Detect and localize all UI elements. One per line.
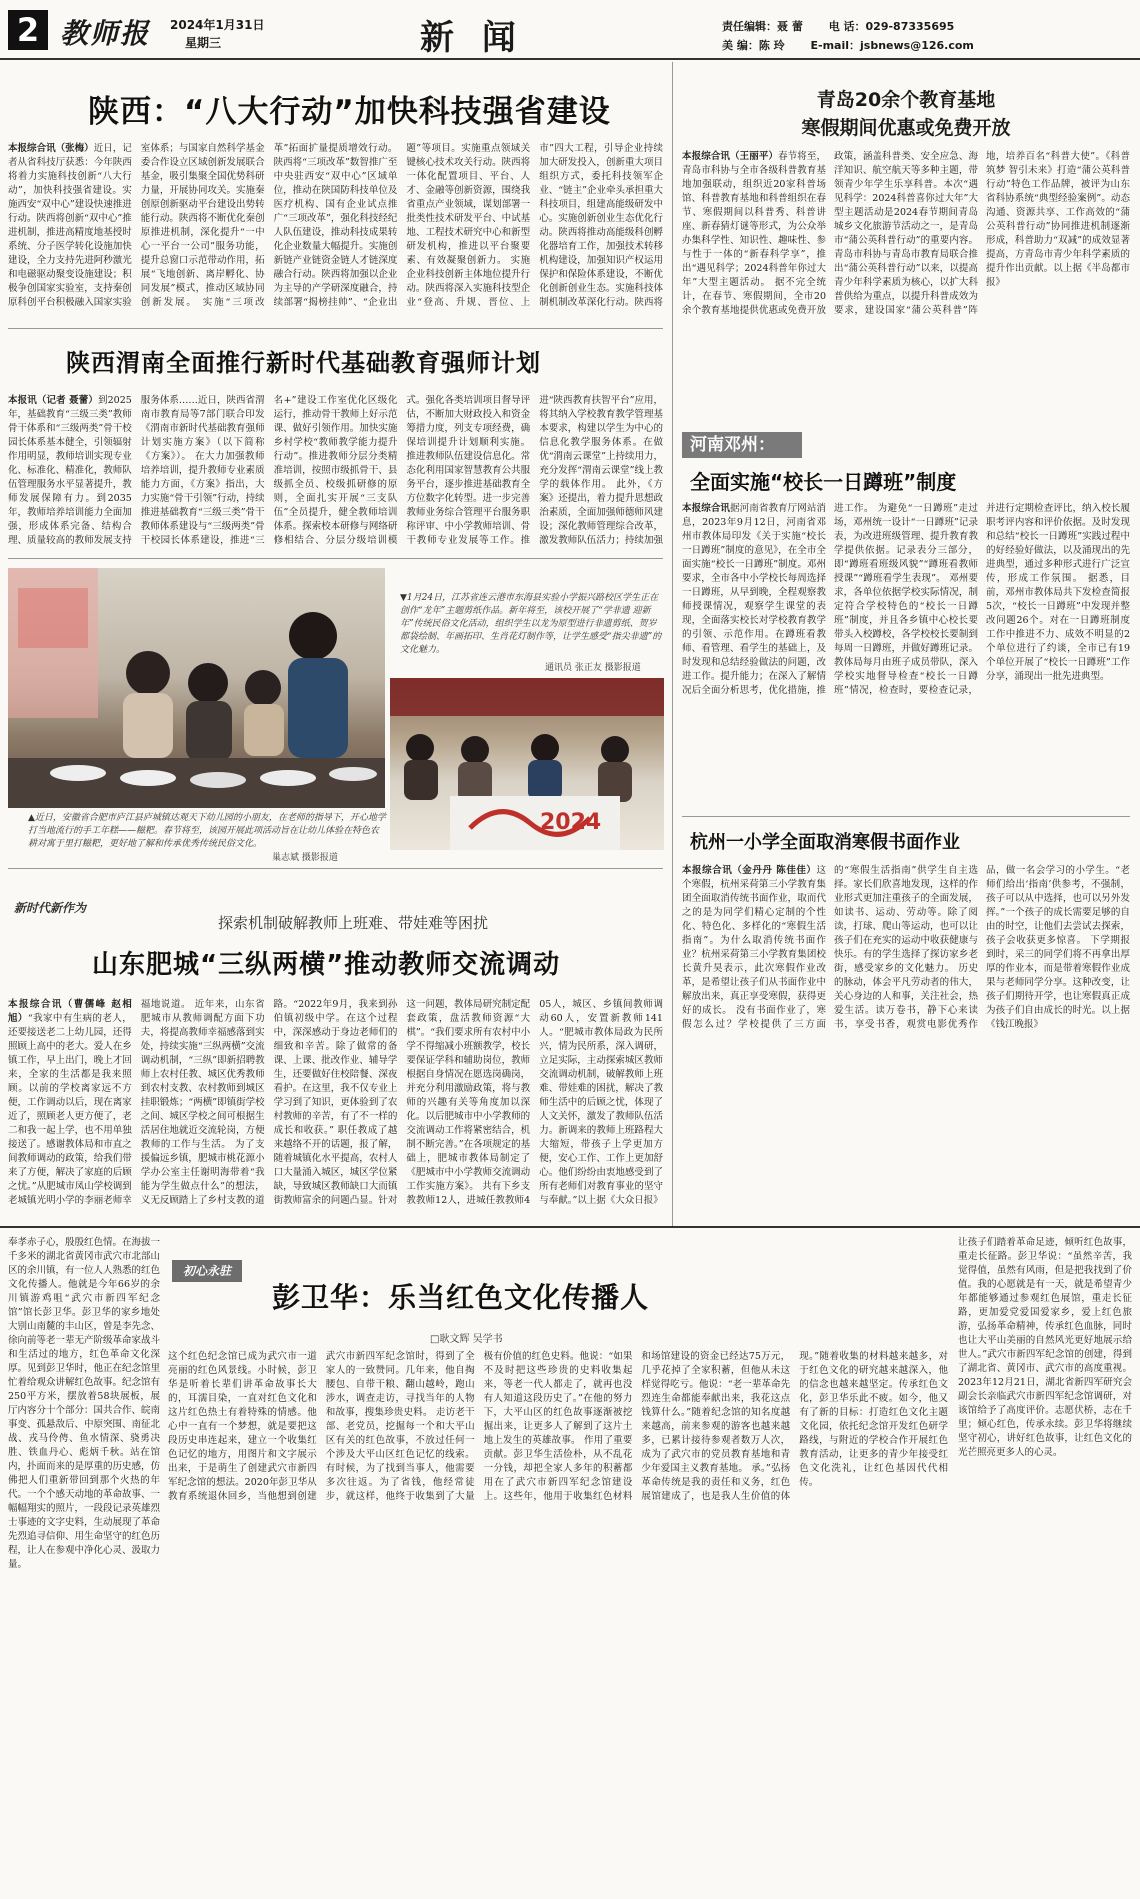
sidebar2-kicker: 河南邓州： <box>690 435 775 455</box>
sidebar1-para: 青岛市科协与青岛市教育局联合推出“蒲公英科普行动”以来，以提高青少年科学素质为核心，以扩大科普供给为重点，以提升科普成效为要求，建设国家“蒲公英科普”阵地，培养百名“科普大使”。《科普筑梦 智引未来》打造“蒲公英科普行动”特色工作品牌，被评为山东省科协系统“典型经验案例”。动态沟通、资源共享、工作高效的“蒲公英科普行动”协同推进机制逐渐形成，科普助力“双减”的成效显著提高，方青岛市青少年科学素质的提升作出贡献。以上据《半岛都市报》 <box>834 151 1130 316</box>
sidebar3-para: 没有书面作业了，寒假怎么过？学校提供了三方面的“寒假生活指南”供学生自主选择。家长们欣喜地发现，这样的作业形式更加注重孩子的全面发展，如读书、运动、劳动等。除了阅读，打球、爬山等运动，也可以让孩子们在充实的运动中收获健康与快乐。有的学生选择了探访家乡老街，感受家乡的文化魅力。 <box>682 865 978 1030</box>
sidebar2-para: 据河南省教育厅网站消息，2023年9月12日，河南省邓州市教体局印发《关于实施“校长一日蹲班”制度的意见》，在全市全面实施“校长一日蹲班”制度。邓州要求，全市各中小学校长每周选择一日蹲班，从早到晚，全程观察教师授课情况，观察学生课堂的表现，全面落实校长对学校教育教学的引领、示范作用。在蹲班看教师、看管理、看学生的基础上，及时发现和总结经验做法的问题，改进工作。提升能力；在深入了解情况后全面分析思考，优化措施，推进工作。 <box>682 503 875 696</box>
photo1-caption <box>28 812 386 851</box>
divider <box>8 868 663 869</box>
article2-title: 陕西渭南全面推行新时代基础教育强师计划 <box>66 349 541 377</box>
sidebar1-title-line: 寒假期间优惠或免费开放 <box>801 117 1011 139</box>
paper-name: 教师报 <box>60 17 151 50</box>
article2-body <box>8 394 663 552</box>
sidebar2-title: 全面实施“校长一日蹲班”制度 <box>690 470 957 494</box>
sidebar2-para: 据悉，目前，邓州市教体局共下发检查简报5次，“校长一日蹲班”中发现并整改问题26个。对在一日蹲班制度工作中推进不力、成效不明显的2个单位进行了约谈，全市已有19个单位开展了“校长一日蹲班”工作分享，涌现出一批先进典型。 <box>986 573 1130 682</box>
sidebar3-para: 历史的脉动，体会平凡劳动者的伟大，关心身边的人和事，关注社会，热爱生活。读万卷书，静下心来读书，享受书香，观赏电影优秀作品，做一名会学习的小学生。“老师们给出‘指南’供参考，不强制，孩子可以从中选择，也可以另外发挥。”一个孩子的成长需要足够的自由的时空，让他们去尝试去探索，孩子会收获更多惊喜。 <box>834 865 1130 1030</box>
article1-body <box>8 142 663 322</box>
photo-papercut <box>390 678 664 850</box>
sidebar1-para: 据不完全统计，在春节、寒假期间，全市20余个教育基地提供优惠或免费开放政策，涵盖科普类、安全应急、海洋知识、航空航天等多种主题，带领青少年学生乐享科普。本次“遇见科学：2024科普喜你过大年”大型主题活动是2024春节期间青岛城乡文化旅游节活动之一，是青岛市“蒲公英科普行动”的重要内容。 <box>682 151 978 316</box>
sidebar3-body <box>682 864 1130 1216</box>
photo-kindergarten-image <box>8 568 385 808</box>
issue-date: 2024年1月31日 <box>170 18 265 32</box>
photo2-caption-text: ▼1月24日，江苏省连云港市东海县实验小学振兴路校区学生正在创作“龙年”主题剪纸作品。新年将至，该校开展了“学非遗 迎新年”传统民俗文化活动，组织学生以龙为原型进行非遗剪纸、贺岁都袋绘制、年画拓印、生肖花灯制作等，让学生感受“指尖非遗”的文化魅力。 <box>400 593 662 655</box>
divider <box>8 328 663 329</box>
editor-line <box>722 18 954 34</box>
photo1-credit: 巢志斌 摄影报道 <box>272 853 338 863</box>
article3-title: 山东肥城“三纵两横”推动教师交流调动 <box>92 950 561 980</box>
article3-para: 近年来，山东省肥城市从教师调配方面下功夫，将提高教师幸福感落到实处，持续实施“三纵两横”交流调动机制，“三纵”即新招聘教师上农村任教、城区优秀教师到农村支教、农村教师到城区挂职锻炼；“两横”即镇街学校之间、城区学校之间可根据生活居住地就近交流轮岗，方便教师的工作与生活。 <box>140 999 265 1150</box>
divider <box>682 816 1130 817</box>
sidebar2-para: 为避免“一日蹲班”走过场，邓州统一设计“一日蹲班”记录表，为改进班级管理、提升教育教学提供依据。记录表分三部分，即“蹲班看班级风貌”“蹲班看教师授课”“蹲班看学生表现”。 <box>834 503 978 584</box>
sidebar3-para: 下学期报到时，采三的同学们将不再拿出厚厚的作业本，而是带着寒假作业成果与老师同学分享。这种改变，让孩子们期待开学，也让寒假真正成为孩子们自由成长的时光。以上据《钱江晚报》 <box>986 935 1130 1030</box>
sidebar1-byline: 本报综合讯（王丽平） <box>682 151 779 162</box>
article3-kicker: 探索机制破解教师上班难、带娃难等困扰 <box>218 914 489 932</box>
article2-para: 推进教师队伍建设信息化。常态化利用国家智慧教育公共服务平台，逐步推进基础教育全方位数字化转型。进一步完善教师业务综合管理平台服务职称评审、中小学教师培训、骨干教师专业发展等工作。推进“陕西教育扶智平台”应用，将其纳入学校教育教学管理基本要求，构建以学生为中心的信息化教学服务体系。在做优“渭南云课堂”上持续用力，充分发挥“渭南云课堂”线上教学的载体作用。 <box>406 395 663 546</box>
sidebar2-para: 邓州要求，各单位依据学校实际情况，制定符合学校特色的“校长一日蹲班”制度，并且各乡镇中心校长要带头入校蹲校，各学校校长要制到每周一日蹲班，并做好蹲班记录。教体局每月由班子成员带队，深入学校实地督导检查“校长一日蹲班”情况，检查时，要检查记录，并进行定期检查评比，纳入校长履职考评内容和评价依据。及时发现和总结“校长一日蹲班”实践过程中的好经验好做法，以及涌现出的先进典型，通过多种形式进行广泛宣传，形成工作氛围。 <box>834 503 1130 696</box>
article1-para: 实施“三项改革”拓面扩量提质增效行动。陕西将“三项改革”数智推广至中央驻西安“双中心”区域单位，推动在陕国防科技单位及医疗机构、国有企业试点推广“三项改革”，强化科技经纪人队伍建设，推动科技成果转化企业数量大幅提升。实施创新链产业链资金链人才链深度融合行动。陕西将加强以企业为主导的产学研深度融合，持续部署“揭榜挂帅”、“企业出题”等项目。实施重点领域关键核心技术攻关行动。陕西将一体化配置项目、平台、人才、金融等创新资源，围绕我省重点产业领域，谋划部署一批类性技术研发平台、中试基地、工程技术研究中心和新型研发机构，推进以平台聚要素、有效凝聚创新力。 <box>202 143 531 308</box>
sidebar1-title-line: 青岛20余个教育基地 <box>816 89 996 111</box>
article3-para: 共有下乡支教教师12人，进城任教教师405人，城区、乡镇间教师调动60人，安置新教师141人。“肥城市教体局政为民所兴，情为民所系，深入调研，立足实际，主动探索城区教师交流调动机制，破解教师上班难、带娃难的困扰，解决了教师生活中的后顾之忧，体现了人文关怀，激发了教师队伍活力。新调来的教师上班路程大大缩短，带孩子上学更加方便，安心工作、工作上更加舒心。他们纷纷由衷地感受到了所有老师们对教育事业的坚守与奉献。”以上据《大众日报》 <box>406 999 663 1206</box>
column-divider <box>672 62 673 1228</box>
phone-number: 电 话：029-87335695 <box>828 20 955 33</box>
papercut-year-text: 2024 <box>540 810 602 835</box>
article3-para: 职任教成了越来越络不开的话题，报了解，随着城镇化水平提高，农村人口大量涌入城区，城区学位紧缺，导致城区教师缺口大而镇街教师富余的问题凸显。针对这一问题，教体局研究制定配套政策，盘活教师资源“大棋”。“我们要求所有农村中小学不得缩减小班额教学，校长要保证学科和辅助岗位，教师根据自身情况在愿选岗确岗，并充分利用激励政策，将与教师的兴趣有关等角度加以深化。以后肥城市中小学教师的交流调动工作将紧密结合，机制不断完善。”在各项规定的基础上，肥城市教体局制定了《肥城市中小学教师交流调动工作实施方案》。 <box>273 999 531 1206</box>
article4-para: 承。”弘扬革命传统是我的责任和义务，红色展馆建成了，也是我人生价值的体现。”随着收集的材料越来越多，对于红色文化的研究越来越深入，他的信念也越来越坚定。传承红色文化，彭卫华乐此不疲。如今，他又有了新的目标：打造红色文化主题文化园，依托纪念馆开发红色研学路线，与附近的学校合作开展红色教育活动，让更多的青少年接受红色文化洗礼，让红色基因代代相传。 <box>641 1351 948 1502</box>
article1-para: 近日，记者从省科技厅获悉：今年陕西将着力实施科技创新“八大行动”，加快科技强省建设。实施西安“双中心”建设快速推进行动。陕西将创新“双中心”推进机制，推进高精度地基授时系统、分子医学转化设施加快建设，全力支持先进阿秒激光和电磁驱动聚变设施建设；积极争创国家实验室，支持秦创原科创平台积极融入国家实验室体系；与国家自然科学基金委合作设立区域创新发展联合基金，吸引集聚全国优势科研力量，开展协同攻关。实施秦创原创新驱动平台建设出势转能行动。陕西将不断优化秦创原推进机制，深化提升“一中心一平台一公司”服务功能，提升总窗口示范带动作用，拓展“飞地创新、离岸孵化、协同发展”模式，推动区域协同创新发展。 <box>8 143 265 308</box>
photo-papercut-image <box>390 678 664 850</box>
initial-heart-logo-text: 初心永驻 <box>182 1264 231 1278</box>
sidebar2-body <box>682 502 1130 808</box>
article4-col1 <box>8 1236 160 1891</box>
article4-para: 走访老干部、老党员，挖掘每一个和大平山区有关的红色故事，不放过任何一个涉及大平山区红色记忆的线索。有时候，为了找到当事人，他需要多次往返。为了省钱，他经常徒步，就这样，他终于收集到了大量极有价值的红色史料。他说：“如果不及时把这些珍贵的史料收集起来，等老一代人都走了，就再也没有人知道这段历史了。”在他的努力下，大平山区的红色故事逐渐被挖掘出来，让更多人了解到了这片土地上发生的英雄故事。 <box>325 1351 633 1502</box>
sidebar3-byline: 本报综合讯（金丹丹 陈佳佳） <box>682 865 817 876</box>
photo1-caption-text: ▲近日，安徽省合肥市庐江县庐城镇达观天下幼儿园的小朋友，在老师的指导下，开心地学打当地流行的手工年糕——糍粑。春节将至，该园开展此项活动旨在让幼儿体验在特色农耕对寓于里打糍粑，更好地了解和传承优秀传统民俗文化。 <box>28 813 386 849</box>
article2-para: 到2025年，基础教育“三级三类”教师骨干体系和“三级两类”骨干校园长体系基本健全，引领辐射作用明显，教师培训实现专业化、标准化、精准化，教师队伍管理服务水平显著提升，教师发展保障有力。到2035年，教师培养培训能力全面加强，形成体系完备、结构合理、质量较高的教师发展支持服务体系……近日，陕西省渭南市教育局等7部门联合印发《渭南市新时代基础教育强师计划实施方案》（以下简称《方案》）。 <box>8 395 265 546</box>
article4-col-last <box>958 1236 1132 1891</box>
article4-para: 这个红色纪念馆已成为武穴市一道亮丽的红色风景线。小时候，彭卫华是听着长辈们讲革命故事长大的，耳濡目染，一直对红色文化和这片红色热土有着特殊的情感。他心中一直有一个梦想，就是要把这段历史串连起来，建立一个收集红色记忆的地方，用图片和文字展示出来，于是萌生了创建武穴市新四军纪念馆的想法。2020年彭卫华从教育系统退休回乡，当他想到创建武穴市新四军纪念馆时，得到了全家人的一致赞同。几年来，他自掏腰包、自带干粮、翻山越岭，跑山涉水，调查走访，寻找当年的人物和故事，搜集珍贵史料。 <box>168 1351 475 1502</box>
sidebar1-para: 春节将至，青岛市科协与全市各级科普教育基地加强联动，组织近20家科普场馆、科普教育基地和科普组织在春节、寒假期间以科普秀、科普讲座、新春猜灯谜等形式，为公众举办集科学性、知识性、趣味性、参与性于一体的“新春科学享”，推出“遇见科学；2024科普年你过大年”大型主题活动。 <box>682 151 826 288</box>
page-number: 2 <box>16 11 40 49</box>
photo2-credit: 通讯员 张正友 摄影报道 <box>545 663 641 673</box>
article3-para: 为了支援偏远乡镇，肥城市桃花源小学办公室主任谢明海带着“我能为学生做点什么”的想法，义无反顾踏上了乡村支教的道路。“2022年9月，我来到孙伯镇初级中学。在这个过程中，深深感动于身边老师们的细致和辛苦。除了做常的备课、上课、批改作业、辅导学生，还要做好住校陪餐、深夜看护。在这里，我不仅专业上学习到了知识，更体验到了农村教师的辛苦，有了不一样的成长和收获。” <box>140 999 398 1206</box>
designer-line <box>722 37 974 53</box>
sidebar3-para: 这个寒假，杭州采荷第三小学教育集团全面取消传统书面作业，取而代之的是为同学们精心定制的个性化、特色化、多样化的“寒假生活指南”。为什么取消传统书面作业？杭州采荷第三小学教育集团校长黄升昊表示，此次寒假作业改革，是希望让孩子们从书面作业中解放出来，真正享受寒假，获得更好的成长。 <box>682 865 826 1016</box>
email-address: E-mail：jsbnews@126.com <box>810 39 974 52</box>
designer-name: 美 编：陈 玲 <box>722 39 785 52</box>
article3-body <box>8 998 663 1216</box>
sidebar3-title: 杭州一小学全面取消寒假书面作业 <box>690 832 960 853</box>
article1-para: 实施企业科技创新主体地位提升行动。陕西将深入实施科技型企业“登高、升规、晋位、上市”四大工程，引导企业持续加大研发投入，创新重大项目组织方式，委托科技领军企业、“链主”企业牵头承担重大科技项目，组建高能级研发中心。实施创新创业生态优化行动。陕西将推动高能级科创孵化器培育工作，加强技术转移机构建设，加强知识产权运用保护和保险体系建设，不断优化创新创业生态。实施科技体制机制改革深化行动。陕西将 <box>406 143 663 308</box>
sidebar1-body <box>682 150 1130 422</box>
article2-para: 在大力加强教师培养培训，提升教师专业素质能力方面，《方案》指出，大力实施“骨干引领”行动，持续推进基础教育“三级三类”骨干教师体系建设与“三级两类”骨干校园长体系建设，推进“三名+”建设工作室优化区级化运行，推动骨干教师上好示范课、做好引领作用。加快实施乡村学校“教师教学能力提升行动”。推进教师分层分类精准培训，按照市级抓骨干、县级抓全员、校级抓研修的原则，全面扎实开展“三支队伍”全员提升，健全教师培训体系。探索校本研修与网络研修相结合、分层分级培训模式。强化各类培训项目督导评估，不断加大财政投入和资金筹措力度，列支专项经费，确保培训提升计划顺利实施。 <box>140 395 531 546</box>
new-era-logo <box>14 900 88 934</box>
sidebar2-kicker-box <box>682 432 802 458</box>
article4-para: 奉孝赤子心，殷殷红色情。在海拔一千多米的湖北省黄冈市武穴市北部山区的余川镇，有一位人人熟悉的红色文化传播人。他就是今年66岁的余川镇游鸡咀“武穴市新四军纪念馆”馆长彭卫华。彭卫华的家乡地处大别山南麓的丰山区，曾是李先念、徐向前等老一辈无产阶级革命家战斗和生活过的地方，红色革命文化深厚。见到彭卫华时，他正在纪念馆里忙着给观众讲解红色故事。纪念馆有250平方米，摆放着58块展板，展厅内容分十个部分：国共合作、皖南事变、孤悬敌后、中原突围、南征北战、戎马伶俜、鱼水情深、骁勇决胜、铁血丹心、彪炳千秋。站在馆内，扑面而来的是厚重的历史感，仿佛把人们重新带回到那个火热的年代。一个个感天动地的革命故事、一幅幅翔实的照片，一段段记录英雄烈士事迹的文字史料，生动展现了革命先烈追寻信仰、用生命坚守的红色历程，让人在参观中净化心灵、汲取力量。 <box>8 1237 160 1570</box>
page-number-box <box>8 10 48 50</box>
article1-title: 陕西：“八大行动”加快科技强省建设 <box>88 94 611 130</box>
divider <box>8 558 663 559</box>
section-title: 新 闻 <box>420 18 524 58</box>
section-rule <box>0 1226 1140 1228</box>
article2-byline: 本报讯（记者 聂蕾） <box>8 395 98 406</box>
article4-para: 让孩子们踏着革命足迹，倾听红色故事，重走长征路。彭卫华说：“虽然辛苦，我觉得值，虽然有风雨，但是把我找到了价值。我的心愿就是有一天，就是希望青少年都能够通过参观红色展馆，重走长征路，更加爱党爱国爱家乡，爱上红色旅游，弘扬革命精神，传承红色血脉，同时也让大平山美丽的自然风光更好地展示给世人。”武穴市新四军纪念馆的创建，得到了湖北省、黄冈市、武穴市的高度重视。2023年12月21日，湖北省新四军研究会副会长亲临武穴市新四军纪念馆调研，对该馆给予了高度评价。志愿伏桥，志在千里；倾心红色，传承永续。彭卫华将继续坚守初心，讲好红色故事，让红色文化的光芒照亮更多人的心灵。 <box>958 1237 1132 1458</box>
article4-middle <box>168 1350 948 1891</box>
sidebar2-byline: 本报综合讯 <box>682 503 731 514</box>
article4-title: 彭卫华：乐当红色文化传播人 <box>272 1281 650 1314</box>
article3-para: “我家中有生病的老人，还要接送老二上幼儿园，还得照顾上高中的老大。爱人在乡镇工作，早上出门，晚上才回来，全家的生活都是我来照顾。以前的学校离家远不方便，工作调动以后，现在离家近了，照顾老人更方便了，老二和我一起上学，也不用单独接送了。感谢教体局和市直之间教师调动的政策，给我们带来了方便，解决了家庭的后顾之忧。”从肥城市凤山学校调到老城镇光明小学的李丽老师幸福地说道。 <box>8 999 192 1206</box>
issue-weekday: 星期三 <box>185 36 222 50</box>
article4-para: 作用了重要贡献。彭卫华生活俭朴，从不乱花一分钱，却把全家人多年的积蓄都用在了武穴市新四军纪念馆建设上。这些年，他用于收集红色材料和场馆建设的资金已经达75万元，几乎花掉了全家积蓄，但他从未这样觉得吃亏。他说：“老一辈革命先烈连生命都能奉献出来，我花这点钱算什么。”随着纪念馆的知名度越来越高，前来参观的游客也越来越多，已累计接待参观者数万人次，成为了武穴市的党员教育基地和青少年爱国主义教育基地。 <box>483 1351 791 1502</box>
new-era-logo-text: 新时代新作为 <box>14 901 87 915</box>
initial-heart-logo <box>172 1260 242 1282</box>
masthead-rule <box>0 58 1140 60</box>
article2-para: 此外，《方案》还提出，着力提升思想政治素质，全面加强师德师风建设；深化教师管理综合改革，激发教师队伍活力；持续加强 <box>539 479 663 546</box>
editor-name: 责任编辑：聂 蕾 <box>722 20 803 33</box>
photo-kindergarten <box>8 568 385 808</box>
article3-byline: 本报综合讯（曹儒峰 赵相旭） <box>8 999 132 1024</box>
sidebar1-title <box>682 86 1130 142</box>
article4-author: □耿文辉 吴学书 <box>430 1334 503 1345</box>
photo2-caption <box>400 592 662 657</box>
article1-byline: 本报综合讯（张梅） <box>8 143 94 154</box>
